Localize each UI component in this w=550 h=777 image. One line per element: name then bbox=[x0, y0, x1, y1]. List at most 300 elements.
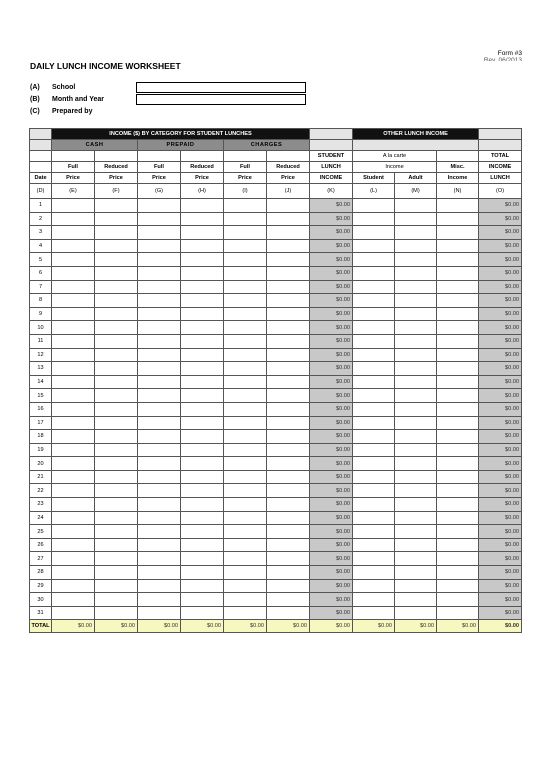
entry-cell[interactable] bbox=[52, 321, 95, 335]
entry-cell[interactable] bbox=[138, 402, 181, 416]
entry-cell[interactable] bbox=[395, 552, 437, 566]
entry-cell[interactable] bbox=[224, 334, 267, 348]
entry-cell[interactable] bbox=[437, 430, 479, 444]
entry-cell[interactable] bbox=[181, 212, 224, 226]
entry-cell[interactable] bbox=[395, 266, 437, 280]
entry-cell[interactable] bbox=[138, 443, 181, 457]
entry-cell[interactable] bbox=[95, 457, 138, 471]
entry-cell[interactable] bbox=[224, 280, 267, 294]
entry-cell[interactable] bbox=[52, 443, 95, 457]
entry-cell[interactable] bbox=[138, 430, 181, 444]
entry-cell[interactable] bbox=[224, 484, 267, 498]
entry-cell[interactable] bbox=[267, 348, 310, 362]
entry-cell[interactable] bbox=[395, 511, 437, 525]
entry-cell[interactable] bbox=[224, 321, 267, 335]
entry-cell[interactable] bbox=[138, 579, 181, 593]
entry-cell[interactable] bbox=[224, 525, 267, 539]
entry-cell[interactable] bbox=[395, 307, 437, 321]
month-year-field[interactable] bbox=[136, 94, 306, 105]
entry-cell[interactable] bbox=[224, 470, 267, 484]
entry-cell[interactable] bbox=[267, 253, 310, 267]
entry-cell[interactable] bbox=[138, 484, 181, 498]
entry-cell[interactable] bbox=[267, 498, 310, 512]
entry-cell[interactable] bbox=[224, 579, 267, 593]
entry-cell[interactable] bbox=[181, 538, 224, 552]
total-income-cell: $0.00 bbox=[479, 498, 522, 512]
entry-cell[interactable] bbox=[138, 212, 181, 226]
entry-cell[interactable] bbox=[267, 593, 310, 607]
entry-cell[interactable] bbox=[52, 362, 95, 376]
total-income-cell: $0.00 bbox=[479, 294, 522, 308]
entry-cell[interactable] bbox=[52, 566, 95, 580]
entry-cell[interactable] bbox=[353, 280, 395, 294]
entry-cell[interactable] bbox=[267, 470, 310, 484]
table-row bbox=[30, 239, 522, 253]
entry-cell[interactable] bbox=[95, 443, 138, 457]
entry-cell[interactable] bbox=[353, 470, 395, 484]
entry-cell[interactable] bbox=[353, 484, 395, 498]
entry-cell[interactable] bbox=[267, 538, 310, 552]
entry-cell[interactable] bbox=[353, 253, 395, 267]
entry-cell[interactable] bbox=[138, 606, 181, 620]
entry-cell[interactable] bbox=[224, 389, 267, 403]
entry-cell[interactable] bbox=[437, 552, 479, 566]
entry-cell[interactable] bbox=[95, 375, 138, 389]
entry-cell[interactable] bbox=[437, 226, 479, 240]
entry-cell[interactable] bbox=[52, 430, 95, 444]
entry-cell[interactable] bbox=[437, 416, 479, 430]
entry-cell[interactable] bbox=[138, 294, 181, 308]
entry-cell[interactable] bbox=[95, 294, 138, 308]
entry-cell[interactable] bbox=[224, 212, 267, 226]
entry-cell[interactable] bbox=[52, 457, 95, 471]
entry-cell[interactable] bbox=[395, 457, 437, 471]
entry-cell[interactable] bbox=[95, 239, 138, 253]
entry-cell[interactable] bbox=[353, 239, 395, 253]
total-value: $0.00 bbox=[52, 620, 95, 633]
entry-cell[interactable] bbox=[95, 362, 138, 376]
entry-cell[interactable] bbox=[138, 593, 181, 607]
entry-cell[interactable] bbox=[224, 443, 267, 457]
entry-cell[interactable] bbox=[95, 484, 138, 498]
entry-cell[interactable] bbox=[181, 511, 224, 525]
entry-cell[interactable] bbox=[395, 294, 437, 308]
entry-cell[interactable] bbox=[52, 484, 95, 498]
entry-cell[interactable] bbox=[95, 266, 138, 280]
entry-cell[interactable] bbox=[437, 239, 479, 253]
entry-cell[interactable] bbox=[437, 606, 479, 620]
entry-cell[interactable] bbox=[138, 199, 181, 213]
entry-cell[interactable] bbox=[224, 226, 267, 240]
entry-cell[interactable] bbox=[267, 389, 310, 403]
entry-cell[interactable] bbox=[267, 375, 310, 389]
entry-cell[interactable] bbox=[181, 484, 224, 498]
entry-cell[interactable] bbox=[181, 266, 224, 280]
entry-cell[interactable] bbox=[181, 579, 224, 593]
entry-cell[interactable] bbox=[95, 498, 138, 512]
entry-cell[interactable] bbox=[138, 348, 181, 362]
entry-cell[interactable] bbox=[437, 443, 479, 457]
entry-cell[interactable] bbox=[353, 294, 395, 308]
entry-cell[interactable] bbox=[353, 375, 395, 389]
entry-cell[interactable] bbox=[181, 443, 224, 457]
entry-cell[interactable] bbox=[437, 294, 479, 308]
entry-cell[interactable] bbox=[224, 199, 267, 213]
entry-cell[interactable] bbox=[52, 280, 95, 294]
entry-cell[interactable] bbox=[224, 375, 267, 389]
entry-cell[interactable] bbox=[52, 253, 95, 267]
entry-cell[interactable] bbox=[224, 566, 267, 580]
entry-cell[interactable] bbox=[267, 416, 310, 430]
entry-cell[interactable] bbox=[353, 226, 395, 240]
entry-cell[interactable] bbox=[52, 212, 95, 226]
entry-cell[interactable] bbox=[353, 443, 395, 457]
entry-cell[interactable] bbox=[395, 430, 437, 444]
entry-cell[interactable] bbox=[437, 334, 479, 348]
student-lunch-income-cell: $0.00 bbox=[310, 552, 353, 566]
entry-cell[interactable] bbox=[138, 239, 181, 253]
entry-cell[interactable] bbox=[95, 402, 138, 416]
entry-cell[interactable] bbox=[437, 253, 479, 267]
entry-cell[interactable] bbox=[138, 498, 181, 512]
entry-cell[interactable] bbox=[95, 416, 138, 430]
entry-cell[interactable] bbox=[95, 307, 138, 321]
entry-cell[interactable] bbox=[138, 525, 181, 539]
entry-cell[interactable] bbox=[52, 307, 95, 321]
entry-cell[interactable] bbox=[353, 538, 395, 552]
total-income-cell: $0.00 bbox=[479, 430, 522, 444]
entry-cell[interactable] bbox=[395, 226, 437, 240]
entry-cell[interactable] bbox=[267, 566, 310, 580]
entry-cell[interactable] bbox=[267, 457, 310, 471]
entry-cell[interactable] bbox=[52, 402, 95, 416]
entry-cell[interactable] bbox=[437, 511, 479, 525]
entry-cell[interactable] bbox=[52, 375, 95, 389]
entry-cell[interactable] bbox=[437, 484, 479, 498]
entry-cell[interactable] bbox=[95, 389, 138, 403]
entry-cell[interactable] bbox=[224, 606, 267, 620]
entry-cell[interactable] bbox=[395, 470, 437, 484]
entry-cell[interactable] bbox=[138, 280, 181, 294]
entry-cell[interactable] bbox=[181, 525, 224, 539]
entry-cell[interactable] bbox=[395, 348, 437, 362]
entry-cell[interactable] bbox=[181, 470, 224, 484]
entry-cell[interactable] bbox=[52, 199, 95, 213]
entry-cell[interactable] bbox=[95, 212, 138, 226]
table-row bbox=[30, 552, 522, 566]
entry-cell[interactable] bbox=[181, 457, 224, 471]
entry-cell[interactable] bbox=[224, 511, 267, 525]
entry-cell[interactable] bbox=[267, 484, 310, 498]
entry-cell[interactable] bbox=[437, 280, 479, 294]
entry-cell[interactable] bbox=[181, 375, 224, 389]
entry-cell[interactable] bbox=[181, 280, 224, 294]
entry-cell[interactable] bbox=[181, 402, 224, 416]
entry-cell[interactable] bbox=[395, 498, 437, 512]
entry-cell[interactable] bbox=[395, 566, 437, 580]
entry-cell[interactable] bbox=[95, 606, 138, 620]
entry-cell[interactable] bbox=[224, 593, 267, 607]
entry-cell[interactable] bbox=[95, 566, 138, 580]
entry-cell[interactable] bbox=[437, 593, 479, 607]
entry-cell[interactable] bbox=[353, 525, 395, 539]
entry-cell[interactable] bbox=[52, 511, 95, 525]
entry-cell[interactable] bbox=[181, 593, 224, 607]
entry-cell[interactable] bbox=[437, 579, 479, 593]
entry-cell[interactable] bbox=[353, 212, 395, 226]
entry-cell[interactable] bbox=[52, 606, 95, 620]
entry-cell[interactable] bbox=[395, 321, 437, 335]
entry-cell[interactable] bbox=[437, 538, 479, 552]
entry-cell[interactable] bbox=[395, 280, 437, 294]
entry-cell[interactable] bbox=[181, 498, 224, 512]
entry-cell[interactable] bbox=[395, 606, 437, 620]
entry-cell[interactable] bbox=[437, 389, 479, 403]
entry-cell[interactable] bbox=[267, 525, 310, 539]
entry-cell[interactable] bbox=[395, 199, 437, 213]
entry-cell[interactable] bbox=[437, 307, 479, 321]
entry-cell[interactable] bbox=[267, 579, 310, 593]
entry-cell[interactable] bbox=[353, 566, 395, 580]
entry-cell[interactable] bbox=[95, 430, 138, 444]
entry-cell[interactable] bbox=[181, 416, 224, 430]
entry-cell[interactable] bbox=[353, 199, 395, 213]
entry-cell[interactable] bbox=[95, 470, 138, 484]
entry-cell[interactable] bbox=[181, 606, 224, 620]
entry-cell[interactable] bbox=[437, 199, 479, 213]
entry-cell[interactable] bbox=[138, 307, 181, 321]
entry-cell[interactable] bbox=[52, 579, 95, 593]
entry-cell[interactable] bbox=[138, 266, 181, 280]
entry-cell[interactable] bbox=[138, 375, 181, 389]
entry-cell[interactable] bbox=[395, 525, 437, 539]
total-income-cell: $0.00 bbox=[479, 552, 522, 566]
column-code: (O) bbox=[479, 184, 522, 199]
entry-cell[interactable] bbox=[437, 525, 479, 539]
entry-cell[interactable] bbox=[395, 538, 437, 552]
entry-cell[interactable] bbox=[353, 457, 395, 471]
entry-cell[interactable] bbox=[353, 307, 395, 321]
entry-cell[interactable] bbox=[52, 334, 95, 348]
entry-cell[interactable] bbox=[267, 443, 310, 457]
entry-cell[interactable] bbox=[95, 334, 138, 348]
header-blank bbox=[310, 129, 353, 140]
entry-cell[interactable] bbox=[353, 266, 395, 280]
entry-cell[interactable] bbox=[95, 321, 138, 335]
entry-cell[interactable] bbox=[267, 226, 310, 240]
entry-cell[interactable] bbox=[138, 362, 181, 376]
entry-cell[interactable] bbox=[224, 307, 267, 321]
entry-cell[interactable] bbox=[267, 430, 310, 444]
entry-cell[interactable] bbox=[353, 362, 395, 376]
entry-cell[interactable] bbox=[52, 552, 95, 566]
entry-cell[interactable] bbox=[353, 321, 395, 335]
header-date: Date bbox=[30, 173, 52, 184]
entry-cell[interactable] bbox=[52, 525, 95, 539]
entry-cell[interactable] bbox=[437, 348, 479, 362]
day-number: 30 bbox=[30, 593, 52, 607]
entry-cell[interactable] bbox=[224, 253, 267, 267]
entry-cell[interactable] bbox=[437, 362, 479, 376]
entry-cell[interactable] bbox=[95, 348, 138, 362]
entry-cell[interactable] bbox=[52, 389, 95, 403]
entry-cell[interactable] bbox=[95, 579, 138, 593]
entry-cell[interactable] bbox=[138, 321, 181, 335]
entry-cell[interactable] bbox=[395, 389, 437, 403]
entry-cell[interactable] bbox=[224, 430, 267, 444]
entry-cell[interactable] bbox=[224, 294, 267, 308]
entry-cell[interactable] bbox=[353, 389, 395, 403]
entry-cell[interactable] bbox=[138, 566, 181, 580]
entry-cell[interactable] bbox=[224, 402, 267, 416]
entry-cell[interactable] bbox=[224, 239, 267, 253]
entry-cell[interactable] bbox=[395, 334, 437, 348]
entry-cell[interactable] bbox=[267, 334, 310, 348]
entry-cell[interactable] bbox=[181, 552, 224, 566]
entry-cell[interactable] bbox=[437, 321, 479, 335]
entry-cell[interactable] bbox=[181, 566, 224, 580]
entry-cell[interactable] bbox=[395, 484, 437, 498]
entry-cell[interactable] bbox=[395, 443, 437, 457]
entry-cell[interactable] bbox=[437, 266, 479, 280]
day-number: 27 bbox=[30, 552, 52, 566]
entry-cell[interactable] bbox=[52, 498, 95, 512]
header-charges: CHARGES bbox=[224, 140, 310, 151]
entry-cell[interactable] bbox=[95, 199, 138, 213]
entry-cell[interactable] bbox=[395, 212, 437, 226]
entry-cell[interactable] bbox=[353, 511, 395, 525]
entry-cell[interactable] bbox=[138, 226, 181, 240]
entry-cell[interactable] bbox=[353, 552, 395, 566]
entry-cell[interactable] bbox=[52, 239, 95, 253]
entry-cell[interactable] bbox=[353, 334, 395, 348]
entry-cell[interactable] bbox=[52, 294, 95, 308]
entry-cell[interactable] bbox=[267, 552, 310, 566]
entry-cell[interactable] bbox=[95, 538, 138, 552]
entry-cell[interactable] bbox=[224, 457, 267, 471]
entry-cell[interactable] bbox=[267, 294, 310, 308]
entry-cell[interactable] bbox=[395, 362, 437, 376]
entry-cell[interactable] bbox=[395, 416, 437, 430]
entry-cell[interactable] bbox=[138, 457, 181, 471]
entry-cell[interactable] bbox=[437, 566, 479, 580]
entry-cell[interactable] bbox=[52, 226, 95, 240]
entry-cell[interactable] bbox=[138, 334, 181, 348]
entry-cell[interactable] bbox=[267, 402, 310, 416]
entry-cell[interactable] bbox=[437, 498, 479, 512]
entry-cell[interactable] bbox=[267, 239, 310, 253]
entry-cell[interactable] bbox=[395, 253, 437, 267]
entry-cell[interactable] bbox=[437, 375, 479, 389]
entry-cell[interactable] bbox=[52, 348, 95, 362]
table-row bbox=[30, 280, 522, 294]
entry-cell[interactable] bbox=[395, 375, 437, 389]
total-value: $0.00 bbox=[224, 620, 267, 633]
entry-cell[interactable] bbox=[95, 525, 138, 539]
entry-cell[interactable] bbox=[224, 266, 267, 280]
entry-cell[interactable] bbox=[353, 606, 395, 620]
entry-cell[interactable] bbox=[52, 266, 95, 280]
entry-cell[interactable] bbox=[181, 430, 224, 444]
entry-cell[interactable] bbox=[267, 199, 310, 213]
entry-cell[interactable] bbox=[52, 470, 95, 484]
entry-cell[interactable] bbox=[95, 226, 138, 240]
entry-cell[interactable] bbox=[138, 253, 181, 267]
entry-cell[interactable] bbox=[267, 511, 310, 525]
entry-cell[interactable] bbox=[353, 593, 395, 607]
entry-cell[interactable] bbox=[267, 266, 310, 280]
entry-cell[interactable] bbox=[395, 402, 437, 416]
entry-cell[interactable] bbox=[267, 606, 310, 620]
entry-cell[interactable] bbox=[138, 552, 181, 566]
entry-cell[interactable] bbox=[267, 307, 310, 321]
entry-cell[interactable] bbox=[224, 498, 267, 512]
entry-cell[interactable] bbox=[437, 470, 479, 484]
entry-cell[interactable] bbox=[181, 226, 224, 240]
entry-cell[interactable] bbox=[138, 416, 181, 430]
entry-cell[interactable] bbox=[437, 402, 479, 416]
entry-cell[interactable] bbox=[353, 498, 395, 512]
entry-cell[interactable] bbox=[353, 579, 395, 593]
entry-cell[interactable] bbox=[138, 470, 181, 484]
entry-cell[interactable] bbox=[267, 212, 310, 226]
entry-cell[interactable] bbox=[267, 280, 310, 294]
entry-cell[interactable] bbox=[353, 430, 395, 444]
entry-cell[interactable] bbox=[138, 389, 181, 403]
entry-cell[interactable] bbox=[224, 416, 267, 430]
header-total-2: INCOME bbox=[479, 162, 522, 173]
school-field[interactable] bbox=[136, 82, 306, 93]
entry-cell[interactable] bbox=[395, 239, 437, 253]
entry-cell[interactable] bbox=[437, 457, 479, 471]
entry-cell[interactable] bbox=[181, 239, 224, 253]
entry-cell[interactable] bbox=[181, 307, 224, 321]
entry-cell[interactable] bbox=[138, 511, 181, 525]
entry-cell[interactable] bbox=[181, 362, 224, 376]
entry-cell[interactable] bbox=[224, 552, 267, 566]
entry-cell[interactable] bbox=[395, 579, 437, 593]
entry-cell[interactable] bbox=[181, 199, 224, 213]
entry-cell[interactable] bbox=[52, 416, 95, 430]
entry-cell[interactable] bbox=[181, 334, 224, 348]
entry-cell[interactable] bbox=[224, 362, 267, 376]
entry-cell[interactable] bbox=[353, 416, 395, 430]
entry-cell[interactable] bbox=[95, 552, 138, 566]
entry-cell[interactable] bbox=[95, 253, 138, 267]
entry-cell[interactable] bbox=[181, 389, 224, 403]
entry-cell[interactable] bbox=[181, 348, 224, 362]
column-code: (K) bbox=[310, 184, 353, 199]
entry-cell[interactable] bbox=[353, 402, 395, 416]
entry-cell[interactable] bbox=[267, 321, 310, 335]
entry-cell[interactable] bbox=[95, 593, 138, 607]
entry-cell[interactable] bbox=[138, 538, 181, 552]
entry-cell[interactable] bbox=[52, 593, 95, 607]
entry-cell[interactable] bbox=[181, 253, 224, 267]
entry-cell[interactable] bbox=[437, 212, 479, 226]
entry-cell[interactable] bbox=[267, 362, 310, 376]
entry-cell[interactable] bbox=[95, 511, 138, 525]
entry-cell[interactable] bbox=[52, 538, 95, 552]
entry-cell[interactable] bbox=[353, 348, 395, 362]
entry-cell[interactable] bbox=[224, 538, 267, 552]
entry-cell[interactable] bbox=[181, 294, 224, 308]
entry-cell[interactable] bbox=[395, 593, 437, 607]
entry-cell[interactable] bbox=[95, 280, 138, 294]
entry-cell[interactable] bbox=[181, 321, 224, 335]
entry-cell[interactable] bbox=[224, 348, 267, 362]
table-row bbox=[30, 566, 522, 580]
